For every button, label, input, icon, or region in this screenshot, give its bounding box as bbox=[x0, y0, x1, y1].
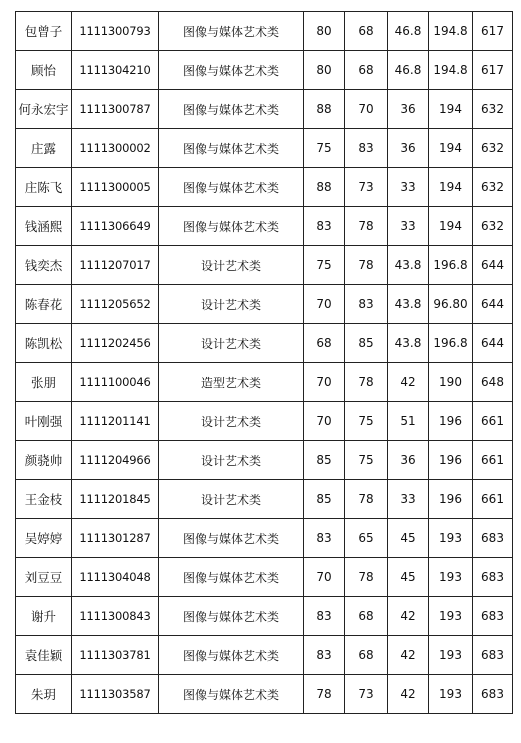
score1-cell: 83 bbox=[304, 597, 345, 636]
score1-cell: 83 bbox=[304, 636, 345, 675]
rank-cell: 632 bbox=[473, 129, 513, 168]
student-name-cell: 何永宏宇 bbox=[16, 90, 72, 129]
score1-cell: 88 bbox=[304, 168, 345, 207]
table-row bbox=[16, 480, 513, 519]
score1-cell: 70 bbox=[304, 402, 345, 441]
score2-cell: 65 bbox=[345, 519, 388, 558]
exam-id-cell: 1111300793 bbox=[72, 12, 159, 51]
student-name-cell: 刘豆豆 bbox=[16, 558, 72, 597]
student-name-cell: 庄露 bbox=[16, 129, 72, 168]
score1-cell: 78 bbox=[304, 675, 345, 714]
rank-cell: 644 bbox=[473, 324, 513, 363]
table-row bbox=[16, 12, 513, 51]
rank-cell: 644 bbox=[473, 285, 513, 324]
total-score-cell: 196 bbox=[429, 480, 473, 519]
category-cell: 图像与媒体艺术类 bbox=[159, 90, 304, 129]
table-row bbox=[16, 90, 513, 129]
score1-cell: 80 bbox=[304, 12, 345, 51]
score2-cell: 78 bbox=[345, 246, 388, 285]
exam-id-cell: 1111300005 bbox=[72, 168, 159, 207]
rank-cell: 661 bbox=[473, 480, 513, 519]
rank-cell: 683 bbox=[473, 519, 513, 558]
score3-cell: 42 bbox=[388, 363, 429, 402]
student-name-cell: 袁佳颖 bbox=[16, 636, 72, 675]
score1-cell: 88 bbox=[304, 90, 345, 129]
total-score-cell: 194.8 bbox=[429, 12, 473, 51]
category-cell: 设计艺术类 bbox=[159, 480, 304, 519]
student-name-cell: 陈春花 bbox=[16, 285, 72, 324]
total-score-cell: 194 bbox=[429, 168, 473, 207]
table-row bbox=[16, 441, 513, 480]
score2-cell: 83 bbox=[345, 285, 388, 324]
category-cell: 设计艺术类 bbox=[159, 402, 304, 441]
rank-cell: 683 bbox=[473, 558, 513, 597]
score2-cell: 75 bbox=[345, 441, 388, 480]
table-row bbox=[16, 363, 513, 402]
total-score-cell: 193 bbox=[429, 675, 473, 714]
exam-id-cell: 1111100046 bbox=[72, 363, 159, 402]
total-score-cell: 193 bbox=[429, 636, 473, 675]
score2-cell: 78 bbox=[345, 207, 388, 246]
category-cell: 设计艺术类 bbox=[159, 324, 304, 363]
category-cell: 图像与媒体艺术类 bbox=[159, 168, 304, 207]
table-row bbox=[16, 558, 513, 597]
results-table-body bbox=[16, 12, 513, 714]
student-name-cell: 包曾子 bbox=[16, 12, 72, 51]
score1-cell: 85 bbox=[304, 441, 345, 480]
score2-cell: 68 bbox=[345, 51, 388, 90]
table-row bbox=[16, 51, 513, 90]
category-cell: 图像与媒体艺术类 bbox=[159, 519, 304, 558]
table-row bbox=[16, 207, 513, 246]
rank-cell: 661 bbox=[473, 402, 513, 441]
total-score-cell: 196.8 bbox=[429, 246, 473, 285]
score3-cell: 45 bbox=[388, 558, 429, 597]
exam-id-cell: 1111300843 bbox=[72, 597, 159, 636]
score1-cell: 83 bbox=[304, 207, 345, 246]
student-name-cell: 颜骁帅 bbox=[16, 441, 72, 480]
rank-cell: 632 bbox=[473, 168, 513, 207]
score3-cell: 36 bbox=[388, 90, 429, 129]
student-name-cell: 吴婷婷 bbox=[16, 519, 72, 558]
score2-cell: 75 bbox=[345, 402, 388, 441]
total-score-cell: 196 bbox=[429, 441, 473, 480]
rank-cell: 617 bbox=[473, 12, 513, 51]
score3-cell: 36 bbox=[388, 441, 429, 480]
total-score-cell: 194 bbox=[429, 207, 473, 246]
category-cell: 图像与媒体艺术类 bbox=[159, 51, 304, 90]
rank-cell: 644 bbox=[473, 246, 513, 285]
score2-cell: 73 bbox=[345, 675, 388, 714]
score2-cell: 73 bbox=[345, 168, 388, 207]
category-cell: 图像与媒体艺术类 bbox=[159, 597, 304, 636]
category-cell: 图像与媒体艺术类 bbox=[159, 12, 304, 51]
category-cell: 设计艺术类 bbox=[159, 441, 304, 480]
exam-id-cell: 1111306649 bbox=[72, 207, 159, 246]
exam-id-cell: 1111304048 bbox=[72, 558, 159, 597]
total-score-cell: 194 bbox=[429, 129, 473, 168]
total-score-cell: 194.8 bbox=[429, 51, 473, 90]
score2-cell: 85 bbox=[345, 324, 388, 363]
table-row bbox=[16, 636, 513, 675]
score2-cell: 78 bbox=[345, 480, 388, 519]
score2-cell: 78 bbox=[345, 558, 388, 597]
rank-cell: 683 bbox=[473, 636, 513, 675]
student-name-cell: 张朋 bbox=[16, 363, 72, 402]
score2-cell: 70 bbox=[345, 90, 388, 129]
score1-cell: 80 bbox=[304, 51, 345, 90]
score3-cell: 46.8 bbox=[388, 51, 429, 90]
category-cell: 图像与媒体艺术类 bbox=[159, 636, 304, 675]
student-name-cell: 钱涵熙 bbox=[16, 207, 72, 246]
score3-cell: 43.8 bbox=[388, 285, 429, 324]
total-score-cell: 190 bbox=[429, 363, 473, 402]
score1-cell: 70 bbox=[304, 363, 345, 402]
rank-cell: 683 bbox=[473, 675, 513, 714]
table-row bbox=[16, 168, 513, 207]
score3-cell: 46.8 bbox=[388, 12, 429, 51]
category-cell: 设计艺术类 bbox=[159, 285, 304, 324]
total-score-cell: 196 bbox=[429, 402, 473, 441]
rank-cell: 683 bbox=[473, 597, 513, 636]
score3-cell: 33 bbox=[388, 480, 429, 519]
table-row bbox=[16, 324, 513, 363]
student-name-cell: 陈凯松 bbox=[16, 324, 72, 363]
score2-cell: 68 bbox=[345, 636, 388, 675]
exam-id-cell: 1111300002 bbox=[72, 129, 159, 168]
results-table bbox=[15, 11, 513, 714]
score1-cell: 75 bbox=[304, 246, 345, 285]
table-row bbox=[16, 129, 513, 168]
table-row bbox=[16, 285, 513, 324]
table-row bbox=[16, 246, 513, 285]
score1-cell: 75 bbox=[304, 129, 345, 168]
exam-id-cell: 1111304210 bbox=[72, 51, 159, 90]
rank-cell: 648 bbox=[473, 363, 513, 402]
student-name-cell: 顾怡 bbox=[16, 51, 72, 90]
student-name-cell: 王金枝 bbox=[16, 480, 72, 519]
category-cell: 造型艺术类 bbox=[159, 363, 304, 402]
exam-id-cell: 1111205652 bbox=[72, 285, 159, 324]
category-cell: 图像与媒体艺术类 bbox=[159, 129, 304, 168]
rank-cell: 632 bbox=[473, 90, 513, 129]
score3-cell: 36 bbox=[388, 129, 429, 168]
exam-id-cell: 1111300787 bbox=[72, 90, 159, 129]
score3-cell: 42 bbox=[388, 675, 429, 714]
score3-cell: 43.8 bbox=[388, 246, 429, 285]
score3-cell: 33 bbox=[388, 168, 429, 207]
table-row bbox=[16, 402, 513, 441]
exam-id-cell: 1111303587 bbox=[72, 675, 159, 714]
score1-cell: 83 bbox=[304, 519, 345, 558]
exam-id-cell: 1111201141 bbox=[72, 402, 159, 441]
total-score-cell: 194 bbox=[429, 90, 473, 129]
score3-cell: 51 bbox=[388, 402, 429, 441]
score1-cell: 85 bbox=[304, 480, 345, 519]
category-cell: 图像与媒体艺术类 bbox=[159, 558, 304, 597]
category-cell: 图像与媒体艺术类 bbox=[159, 675, 304, 714]
score3-cell: 33 bbox=[388, 207, 429, 246]
total-score-cell: 193 bbox=[429, 558, 473, 597]
score3-cell: 45 bbox=[388, 519, 429, 558]
score1-cell: 68 bbox=[304, 324, 345, 363]
total-score-cell: 193 bbox=[429, 597, 473, 636]
exam-id-cell: 1111303781 bbox=[72, 636, 159, 675]
student-name-cell: 叶刚强 bbox=[16, 402, 72, 441]
total-score-cell: 193 bbox=[429, 519, 473, 558]
table-row bbox=[16, 675, 513, 714]
exam-id-cell: 1111204966 bbox=[72, 441, 159, 480]
exam-id-cell: 1111202456 bbox=[72, 324, 159, 363]
category-cell: 图像与媒体艺术类 bbox=[159, 207, 304, 246]
score1-cell: 70 bbox=[304, 285, 345, 324]
exam-id-cell: 1111207017 bbox=[72, 246, 159, 285]
student-name-cell: 谢升 bbox=[16, 597, 72, 636]
score2-cell: 78 bbox=[345, 363, 388, 402]
score2-cell: 68 bbox=[345, 12, 388, 51]
rank-cell: 632 bbox=[473, 207, 513, 246]
exam-id-cell: 1111201845 bbox=[72, 480, 159, 519]
score2-cell: 68 bbox=[345, 597, 388, 636]
student-name-cell: 庄陈飞 bbox=[16, 168, 72, 207]
student-name-cell: 朱玥 bbox=[16, 675, 72, 714]
total-score-cell: 196.8 bbox=[429, 324, 473, 363]
score3-cell: 43.8 bbox=[388, 324, 429, 363]
table-row bbox=[16, 519, 513, 558]
exam-id-cell: 1111301287 bbox=[72, 519, 159, 558]
score3-cell: 42 bbox=[388, 597, 429, 636]
score2-cell: 83 bbox=[345, 129, 388, 168]
rank-cell: 617 bbox=[473, 51, 513, 90]
score3-cell: 42 bbox=[388, 636, 429, 675]
table-row bbox=[16, 597, 513, 636]
student-name-cell: 钱奕杰 bbox=[16, 246, 72, 285]
category-cell: 设计艺术类 bbox=[159, 246, 304, 285]
score1-cell: 70 bbox=[304, 558, 345, 597]
rank-cell: 661 bbox=[473, 441, 513, 480]
total-score-cell: 96.80 bbox=[429, 285, 473, 324]
